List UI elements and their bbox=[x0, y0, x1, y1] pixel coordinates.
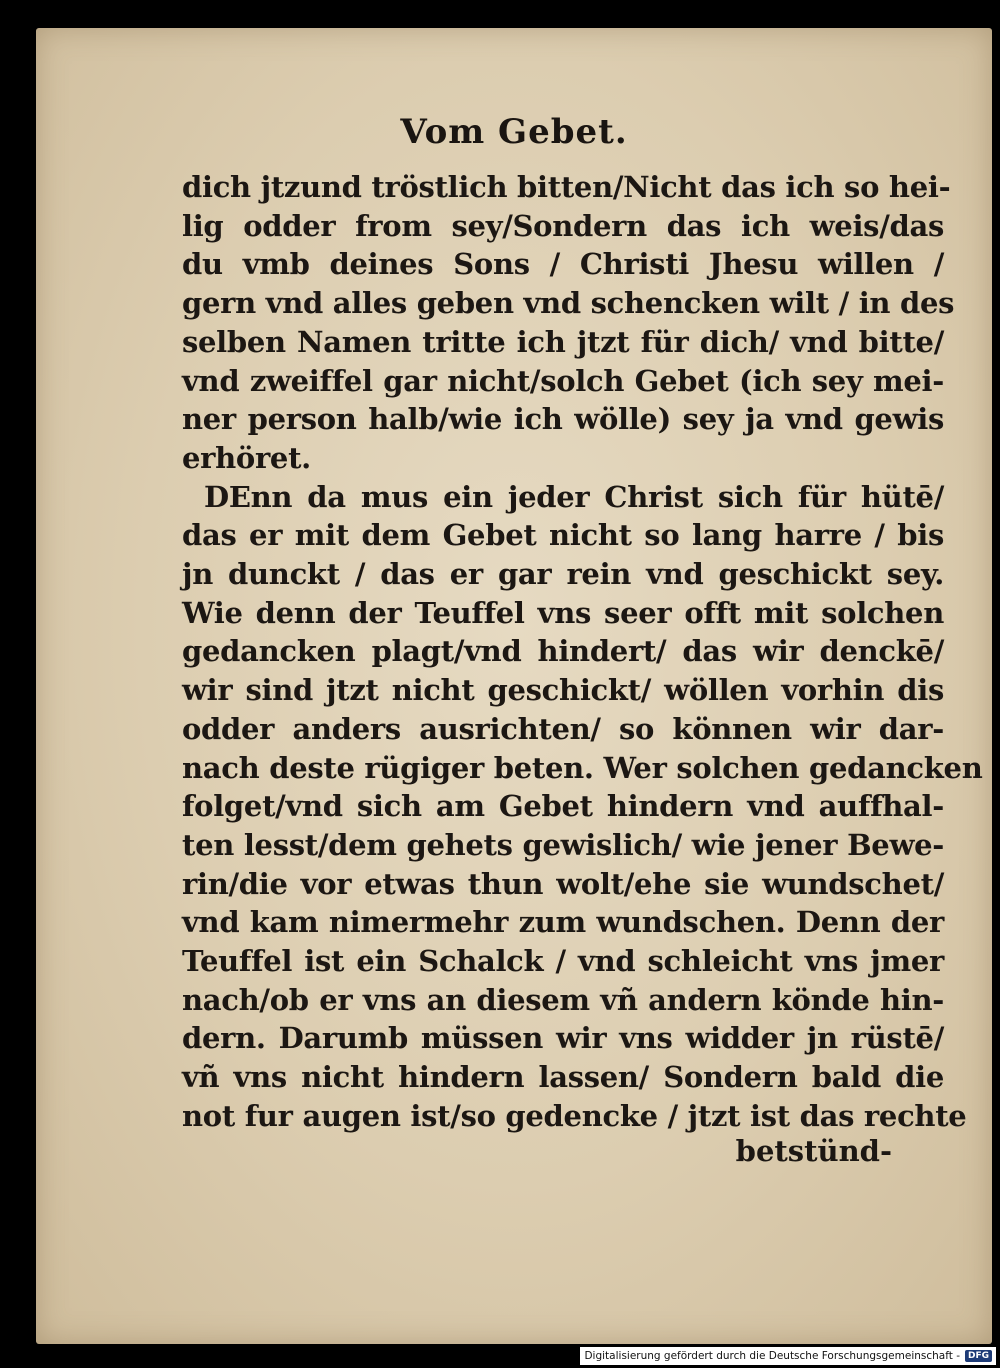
text-line: wir sind jtzt nicht geschickt/ wöllen vorhin dis bbox=[182, 673, 944, 708]
text-line: Wie denn der Teuffel vns seer offt mit solchen bbox=[182, 595, 944, 630]
running-header: Vom Gebet. bbox=[400, 112, 628, 152]
text-line: vnd zweiffel gar nicht/solch Gebet (ich sey mei- bbox=[182, 363, 944, 398]
text-line: du vmb deines Sons / Christi Jhesu willen / bbox=[182, 247, 944, 282]
text-line: dern. Darumb müssen wir vns widder jn rüstē/ bbox=[182, 1021, 944, 1056]
book-page bbox=[36, 28, 992, 1344]
text-line: vñ vns nicht hindern lassen/ Sondern bald die bbox=[182, 1060, 944, 1095]
text-line: nach/ob er vns an diesem vñ andern könde hin- bbox=[182, 982, 944, 1017]
text-line: nach deste rügiger beten. Wer solchen gedancken bbox=[182, 750, 983, 785]
text-line: ner person halb/wie ich wölle) sey ja vnd gewis bbox=[182, 402, 944, 437]
text-line: lig odder from sey/Sondern das ich weis/das bbox=[182, 208, 944, 243]
text-line: folget/vnd sich am Gebet hindern vnd auffhal- bbox=[182, 789, 944, 824]
text-line: odder anders ausrichten/ so können wir dar- bbox=[182, 711, 944, 746]
body-text bbox=[182, 168, 983, 1136]
dfg-logo-icon: DFG bbox=[965, 1350, 992, 1362]
text-line: DEnn da mus ein jeder Christ sich für hütē/ bbox=[204, 479, 944, 514]
text-line: dich jtzund tröstlich bitten/Nicht das ich so hei- bbox=[182, 170, 951, 204]
digitization-footer bbox=[580, 1347, 996, 1365]
text-line: das er mit dem Gebet nicht so lang harre / bis bbox=[182, 518, 944, 553]
footer-credit: Digitalisierung gefördert durch die Deutsche Forschungsgemeinschaft - bbox=[584, 1350, 960, 1362]
text-line: gern vnd alles geben vnd schencken wilt / in des bbox=[182, 286, 955, 321]
text-line: selben Namen tritte ich jtzt für dich/ vnd bitte/ bbox=[182, 324, 944, 359]
text-line: vnd kam nimermehr zum wundschen. Denn der bbox=[182, 905, 944, 940]
text-line: ten lesst/dem gehets gewislich/ wie jener Bewe- bbox=[182, 827, 944, 862]
text-line: rin/die vor etwas thun wolt/ehe sie wundschet/ bbox=[182, 866, 944, 901]
text-line: not fur augen ist/so gedencke / jtzt ist das rechte bbox=[182, 1098, 967, 1133]
text-line: gedancken plagt/vnd hindert/ das wir denckē/ bbox=[182, 634, 944, 669]
text-line: erhöret. bbox=[182, 440, 311, 475]
text-line: Teuffel ist ein Schalck / vnd schleicht vns jmer bbox=[182, 944, 944, 979]
text-line: jn dunckt / das er gar rein vnd geschickt sey. bbox=[182, 557, 944, 592]
catchword: betstünd- bbox=[735, 1134, 892, 1168]
